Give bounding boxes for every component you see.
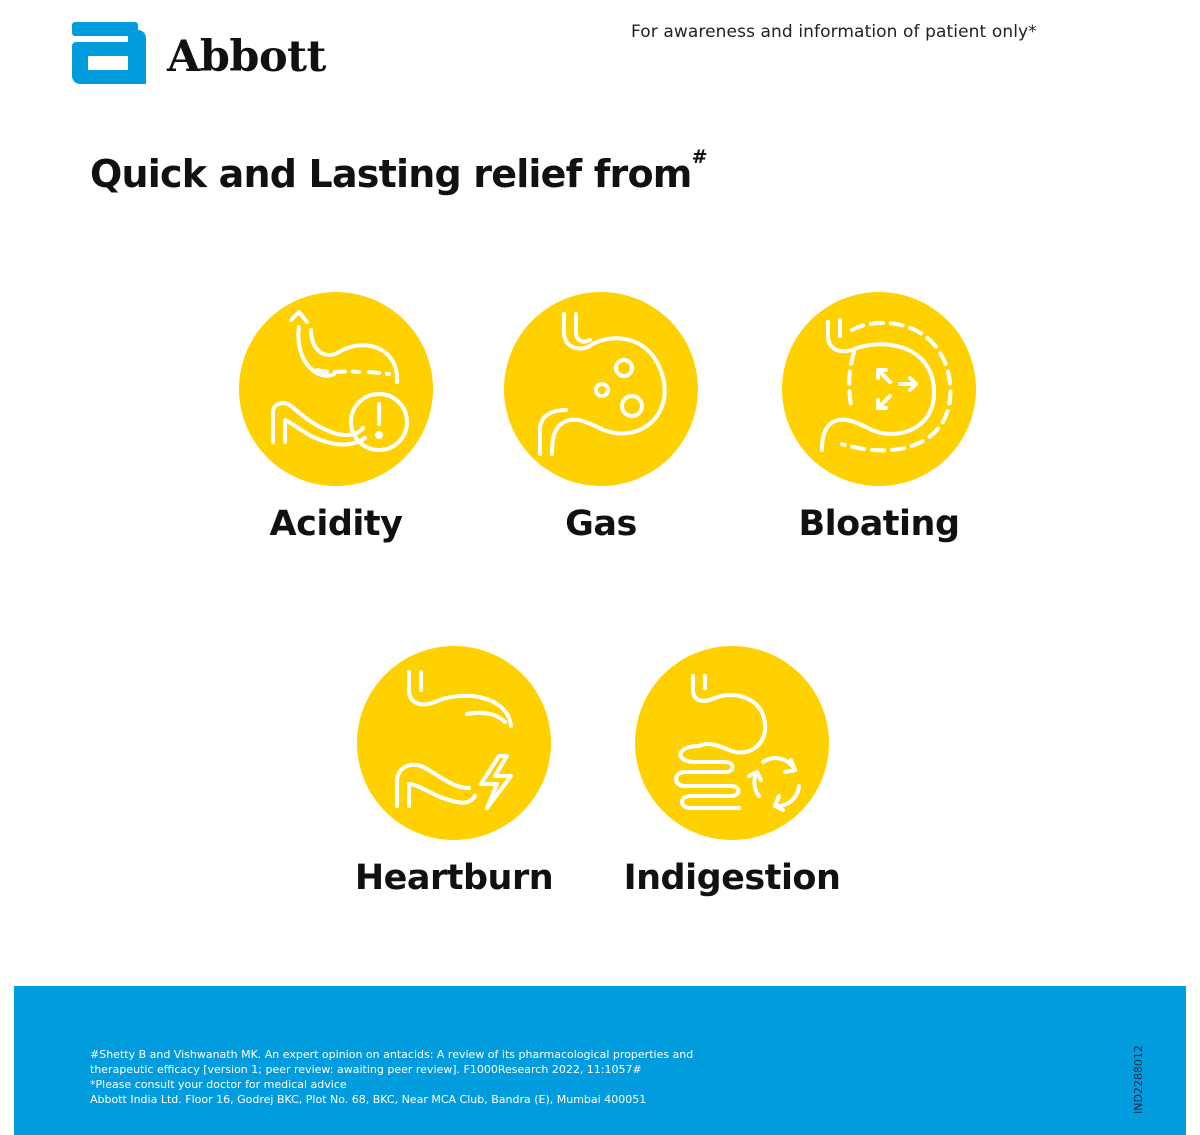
reference-line: therapeutic efficacy [version 1; peer review: awaiting peer review]. F1000Research 2022, 11:1057# — [90, 1063, 642, 1076]
condition-circle — [239, 292, 433, 486]
stomach-acid-reflux-alert-icon — [239, 292, 433, 486]
condition-label: Bloating — [798, 504, 960, 544]
reference-line: #Shetty B and Vishwanath MK. An expert opinion on antacids: A review of its pharmacological properties and — [90, 1048, 694, 1061]
address-line: Abbott India Ltd. Floor 16, Godrej BKC, Plot No. 68, BKC, Near MCA Club, Bandra (E), Mumbai 400051 — [90, 1093, 647, 1106]
condition-label: Heartburn — [354, 858, 554, 898]
condition-label: Acidity — [269, 504, 403, 544]
stomach-intestine-cycle-icon — [635, 646, 829, 840]
advice-line: *Please consult your doctor for medical advice — [90, 1078, 347, 1091]
condition-bloating — [759, 292, 999, 544]
condition-acidity — [216, 292, 456, 544]
condition-label: Indigestion — [623, 858, 841, 898]
condition-label: Gas — [565, 504, 637, 544]
condition-circle — [357, 646, 551, 840]
condition-gas — [481, 292, 721, 544]
condition-indigestion — [612, 646, 852, 898]
condition-heartburn — [334, 646, 574, 898]
document-code: IND2288012 — [1132, 1045, 1145, 1114]
brand-name: Abbott — [167, 31, 326, 82]
footer-band — [14, 986, 1186, 1135]
condition-circle — [635, 646, 829, 840]
stomach-bloating-arrows-icon — [782, 292, 976, 486]
abbott-logo — [66, 22, 326, 92]
headline-mark: # — [691, 146, 707, 168]
stomach-gas-bubbles-icon — [504, 292, 698, 486]
footer-references — [90, 1047, 693, 1107]
headline — [90, 146, 707, 196]
headline-text: Quick and Lasting relief from — [90, 152, 692, 196]
abbott-logo-mark-icon — [66, 22, 152, 92]
condition-circle — [782, 292, 976, 486]
stomach-lightning-bolt-icon — [357, 646, 551, 840]
condition-circle — [504, 292, 698, 486]
top-disclaimer: For awareness and information of patient only* — [631, 22, 1037, 42]
